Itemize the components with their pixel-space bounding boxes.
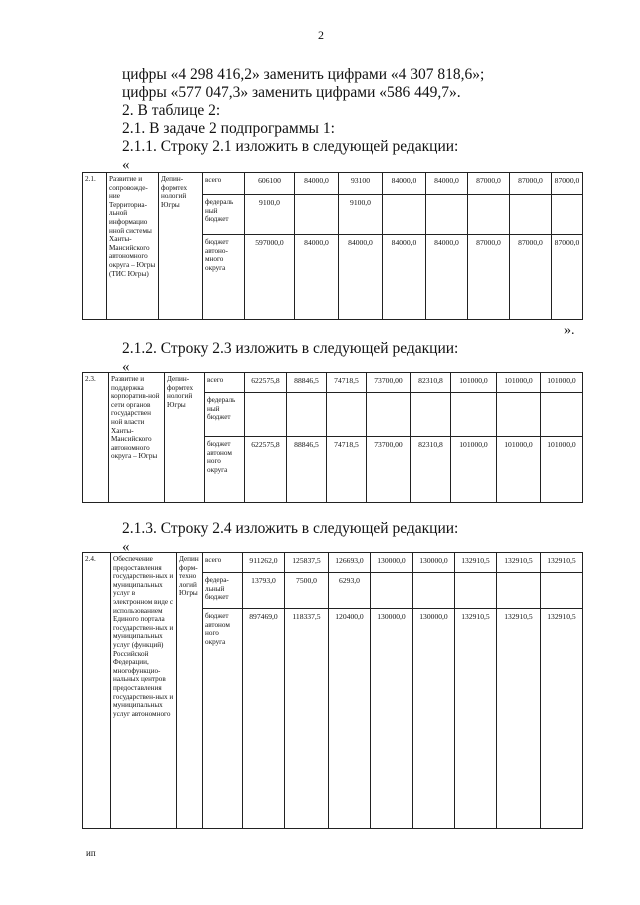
value-cell (426, 195, 468, 235)
quote-open-2: « (122, 359, 130, 375)
value-cell (327, 393, 367, 437)
value-cell (497, 393, 541, 437)
value-cell: 132910,5 (541, 609, 583, 829)
funding-source: бюджет автоно-много округа (203, 235, 245, 320)
value-cell: 73700,00 (367, 373, 411, 393)
quote-open-1: « (122, 157, 130, 173)
value-cell: 120400,0 (329, 609, 371, 829)
value-cell: 93100 (339, 173, 383, 195)
quote-open-3: « (122, 539, 130, 555)
funding-source: бюджет автоном ного округа (205, 437, 245, 503)
value-cell: 101000,0 (451, 437, 497, 503)
value-cell: 6293,0 (329, 573, 371, 609)
value-cell (468, 195, 510, 235)
budget-table-row-2-3 (82, 372, 583, 503)
value-cell: 118337,5 (285, 609, 329, 829)
page-number: 2 (318, 28, 324, 42)
value-cell: 9100,0 (245, 195, 295, 235)
funding-source: федераль ный бюджет (203, 195, 245, 235)
value-cell: 101000,0 (497, 437, 541, 503)
funding-source: федера-льный бюджет (203, 573, 243, 609)
paragraph-7: 2.1.3. Строку 2.4 изложить в следующей редакции: (122, 520, 459, 537)
quote-close-1: ». (564, 323, 575, 338)
value-cell (413, 573, 455, 609)
value-cell: 101000,0 (451, 373, 497, 393)
executor: Депин-формтех нологий Югры (159, 173, 203, 320)
budget-table-row-2-4 (82, 552, 583, 829)
value-cell: 101000,0 (497, 373, 541, 393)
event-name: Обеспечение предоставления государствен-ных и муниципальных услуг в электронном виде с использованием Единого портала государствен-ных и муниципальных услуг (функций) Российской Федерации, многофункцио-нальных центров предоставления государствен-ных и муниципальных услуг автономного (111, 553, 177, 829)
value-cell (295, 195, 339, 235)
value-cell (455, 573, 497, 609)
value-cell: 82310,8 (411, 373, 451, 393)
value-cell: 87000,0 (510, 173, 552, 195)
paragraph-1: цифры «4 298 416,2» заменить цифрами «4 307 818,6»; (122, 66, 485, 83)
value-cell: 911262,0 (243, 553, 285, 573)
value-cell: 82310,8 (411, 437, 451, 503)
value-cell (451, 393, 497, 437)
value-cell: 74718,5 (327, 373, 367, 393)
paragraph-4: 2.1. В задаче 2 подпрограммы 1: (122, 120, 335, 137)
value-cell: 84000,0 (383, 173, 426, 195)
value-cell: 87000,0 (552, 235, 583, 320)
budget-table-row-2-1 (82, 172, 583, 320)
value-cell (510, 195, 552, 235)
value-cell: 87000,0 (552, 173, 583, 195)
footer-mark: ип (86, 848, 96, 858)
event-name: Развитие и сопровожде-ние Территориа-льной информацио нной системы Ханты-Мансийского автономного округа – Югры (ТИС Югры) (107, 173, 159, 320)
value-cell: 101000,0 (541, 373, 583, 393)
value-cell: 132910,5 (497, 553, 541, 573)
value-cell: 130000,0 (371, 609, 413, 829)
value-cell: 132910,5 (497, 609, 541, 829)
value-cell: 88846,5 (287, 373, 327, 393)
value-cell: 84000,0 (383, 235, 426, 320)
value-cell: 132910,5 (541, 553, 583, 573)
funding-source: бюджет автоном ного округа (203, 609, 243, 829)
value-cell: 13793,0 (243, 573, 285, 609)
value-cell: 73700,00 (367, 437, 411, 503)
value-cell: 9100,0 (339, 195, 383, 235)
row-number: 2.1. (83, 173, 107, 320)
value-cell: 597000,0 (245, 235, 295, 320)
value-cell: 101000,0 (541, 437, 583, 503)
value-cell (541, 393, 583, 437)
value-cell (245, 393, 287, 437)
value-cell: 130000,0 (413, 553, 455, 573)
value-cell: 87000,0 (468, 173, 510, 195)
executor: Депин-формтех нологий Югры (165, 373, 205, 503)
value-cell: 84000,0 (295, 235, 339, 320)
value-cell: 622575,8 (245, 373, 287, 393)
value-cell (497, 573, 541, 609)
value-cell: 87000,0 (468, 235, 510, 320)
funding-source: всего (203, 173, 245, 195)
value-cell: 130000,0 (413, 609, 455, 829)
value-cell (371, 573, 413, 609)
funding-source: всего (203, 553, 243, 573)
value-cell: 84000,0 (426, 235, 468, 320)
value-cell (552, 195, 583, 235)
value-cell (383, 195, 426, 235)
value-cell: 7500,0 (285, 573, 329, 609)
paragraph-5: 2.1.1. Строку 2.1 изложить в следующей редакции: (122, 138, 459, 155)
value-cell: 622575,8 (245, 437, 287, 503)
paragraph-6: 2.1.2. Строку 2.3 изложить в следующей редакции: (122, 340, 459, 357)
value-cell: 132910,5 (455, 553, 497, 573)
paragraph-2: цифры «577 047,3» заменить цифрами «586 449,7». (122, 84, 461, 101)
value-cell: 126693,0 (329, 553, 371, 573)
value-cell: 88846,5 (287, 437, 327, 503)
row-number: 2.4. (83, 553, 111, 829)
value-cell (411, 393, 451, 437)
value-cell (541, 573, 583, 609)
row-number: 2.3. (83, 373, 109, 503)
value-cell: 74718,5 (327, 437, 367, 503)
value-cell (287, 393, 327, 437)
executor: Депин форм-техно логий Югры (177, 553, 203, 829)
event-name: Развитие и поддержка корпоратив-ной сети органов государствен ной власти Ханты-Мансийского автономного округа – Югры (109, 373, 165, 503)
value-cell: 125837,5 (285, 553, 329, 573)
paragraph-3: 2. В таблице 2: (122, 102, 221, 119)
funding-source: всего (205, 373, 245, 393)
value-cell: 84000,0 (426, 173, 468, 195)
value-cell: 130000,0 (371, 553, 413, 573)
value-cell: 84000,0 (295, 173, 339, 195)
value-cell (367, 393, 411, 437)
value-cell: 132910,5 (455, 609, 497, 829)
value-cell: 897469,0 (243, 609, 285, 829)
value-cell: 84000,0 (339, 235, 383, 320)
funding-source: федераль ный бюджет (205, 393, 245, 437)
value-cell: 87000,0 (510, 235, 552, 320)
value-cell: 606100 (245, 173, 295, 195)
